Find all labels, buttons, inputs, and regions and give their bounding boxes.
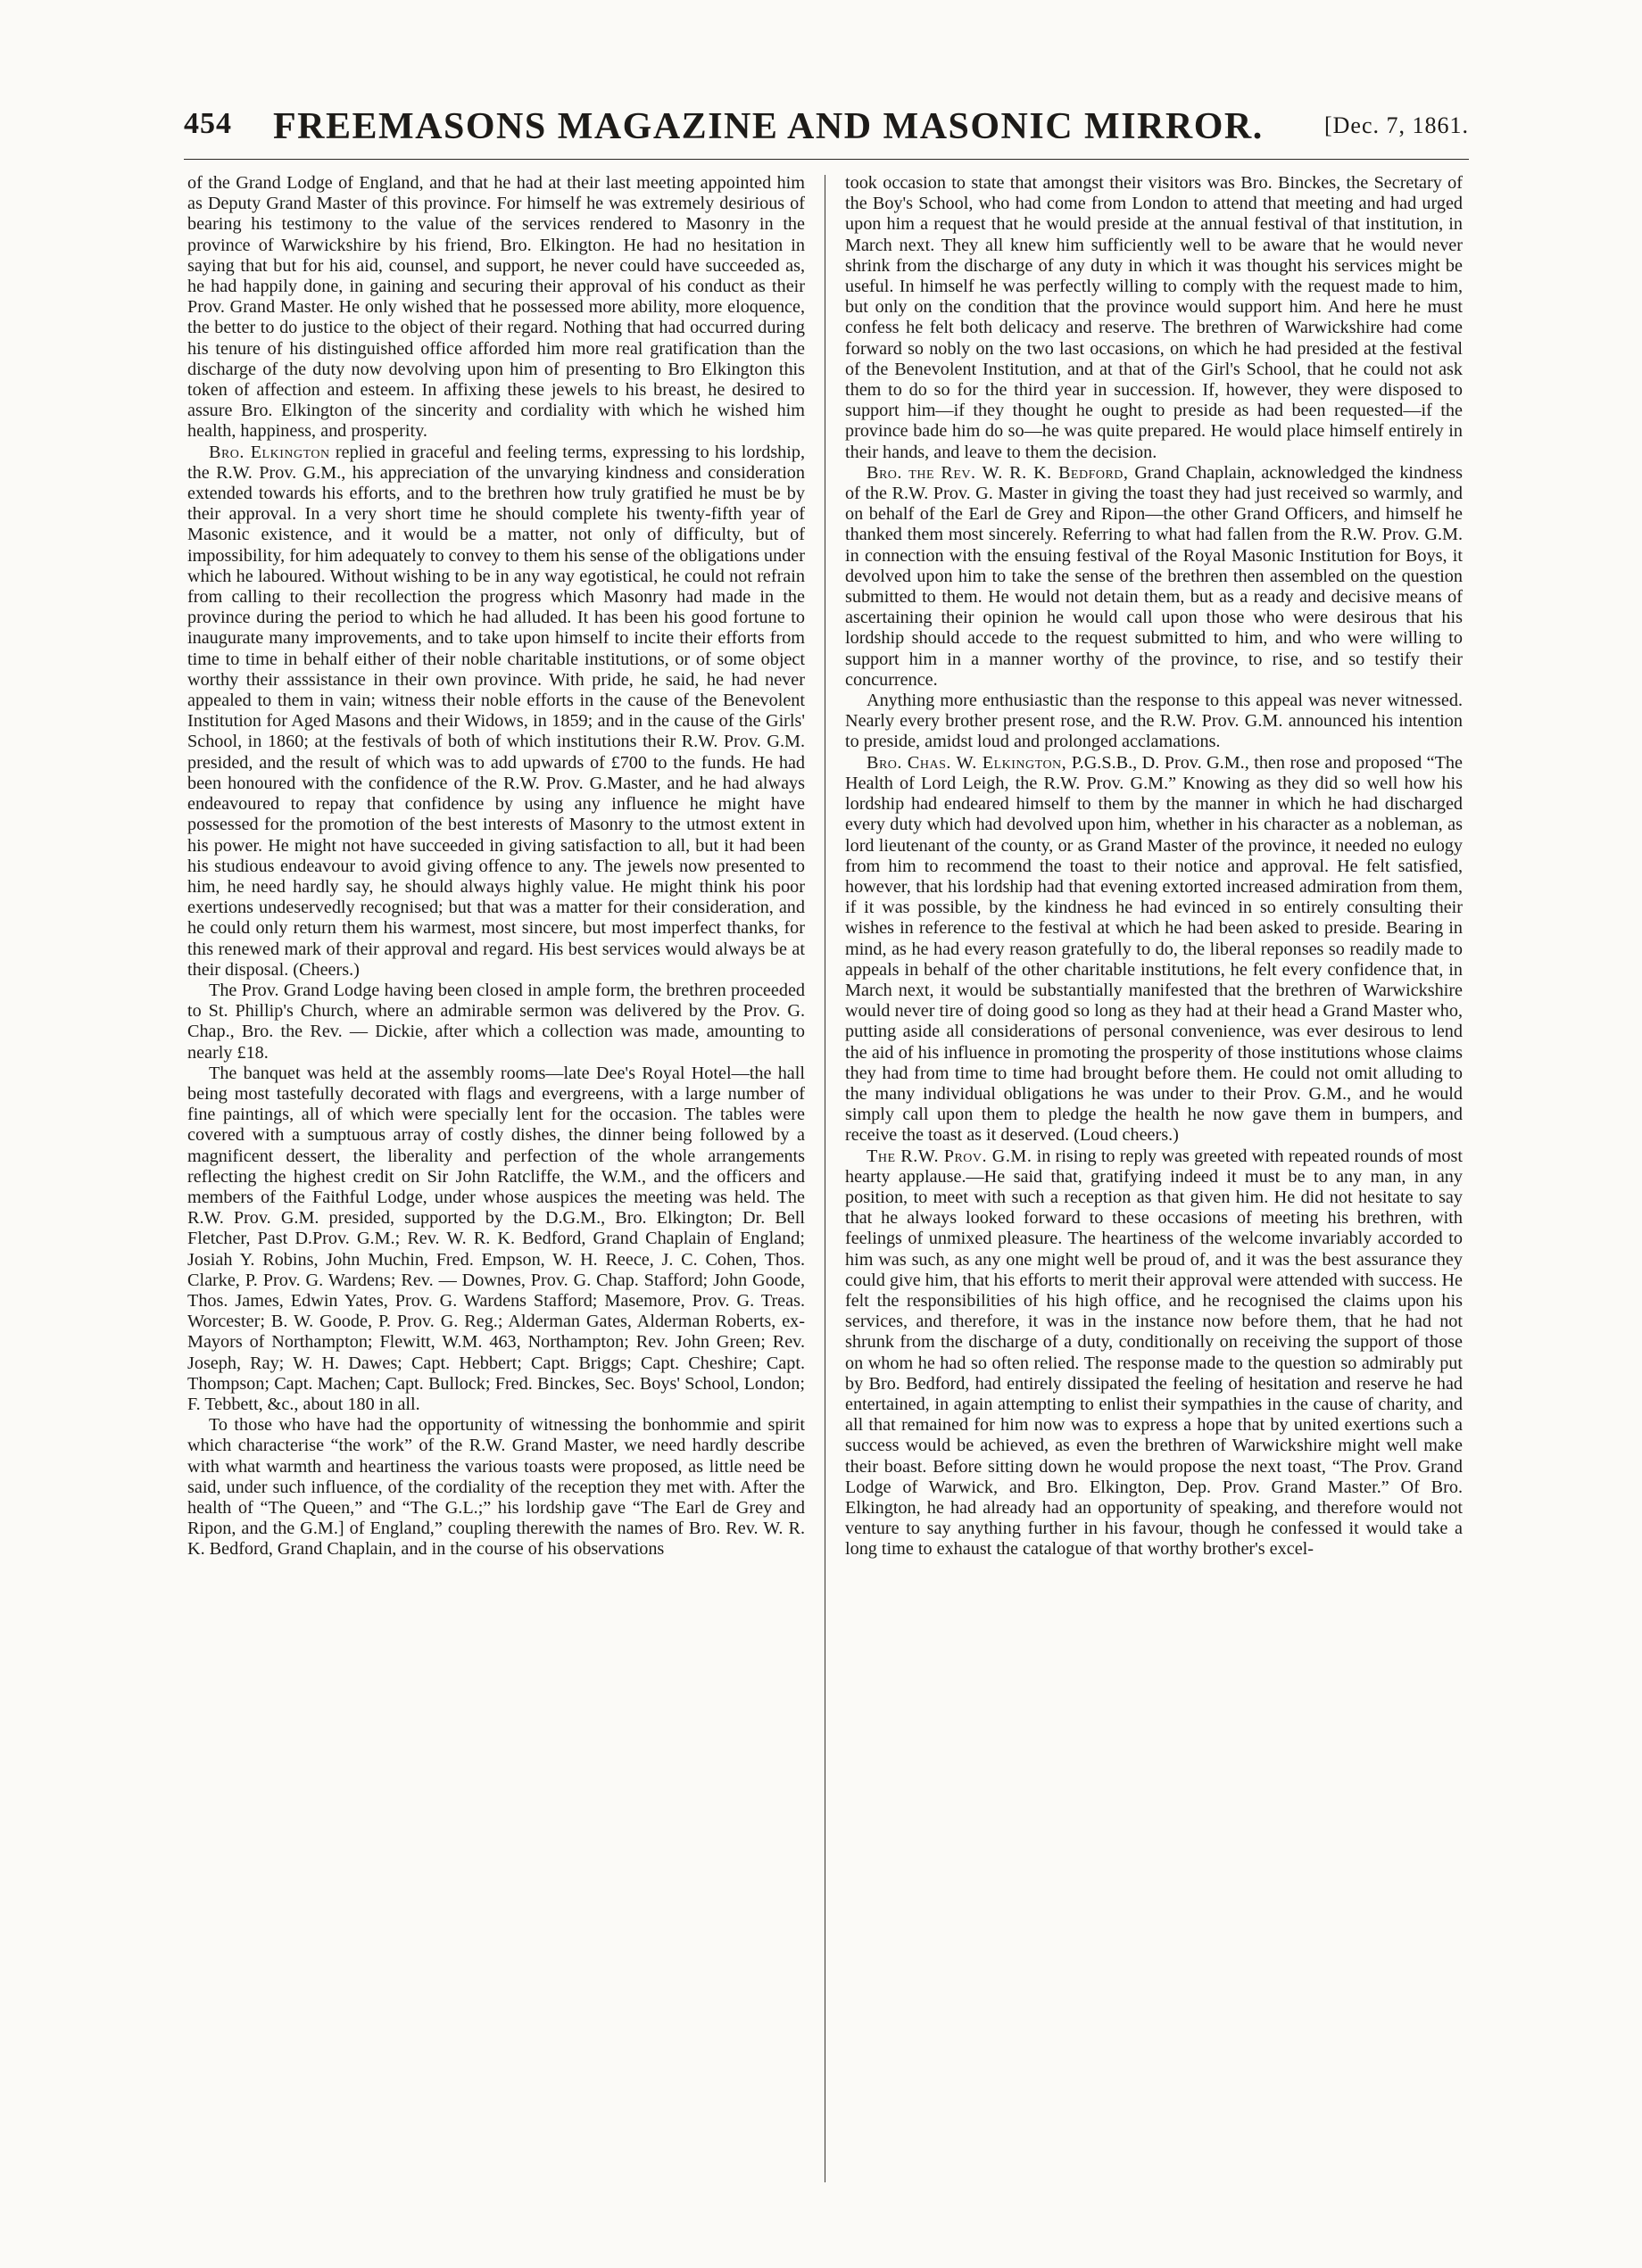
speaker-name: Bro. Elkington xyxy=(209,442,330,462)
paragraph-text: P.G.S.B., D. Prov. G.M., then rose and proposed “The Health of Lord Leigh, the R.W. Prov. G.M.” Knowing as they did so well how his lordship had endeared himself to them by the manner in which he had discharged every duty which had devolved upon him, whether in his character as a nobleman, as lord lieutenant of the county, or as Grand Master of the province, it needed no eulogy from him to recommend the toast to their notice and approval. He felt satisfied, however, that his lordship had that evening extorted increased admiration from them, if it was possible, by the kindness he had evinced in so entirely consulting their wishes in reference to the festival at which he had been asked to preside. Bearing in mind, as he had every reason gratefully to do, the liberal reponses so readily made to appeals in behalf of the other charitable institutions, he felt every confidence that, in March next, it would be substantially manifested that the brethren of Warwickshire would never tire of doing good so long as they had at their head a Grand Master who, putting aside all considerations of personal convenience, was ever desirous to lend the aid of his influence in promoting the prosperity of those institutions whose claims they had from time to time had brought before them. He could not omit alluding to the many individual obligations he was under to their Prov. G.M., and he would simply call upon them to pledge the health he now gave them in bumpers, and receive the toast as it deserved. (Loud cheers.) xyxy=(845,752,1463,1146)
paragraph xyxy=(187,443,805,981)
paragraph xyxy=(845,463,1463,691)
paragraph: The Prov. Grand Lodge having been closed in ample form, the brethren proceeded to St. Phillip's Church, where an admirable sermon was delivered by the Prov. G. Chap., Bro. the Rev. — Dickie, after which a collection was made, amounting to nearly £18. xyxy=(187,980,805,1063)
speaker-name: The R.W. Prov. G.M. xyxy=(867,1146,1032,1166)
left-column xyxy=(187,173,805,2186)
paragraph: The banquet was held at the assembly rooms—late Dee's Royal Hotel—the hall being most tastefully decorated with flags and evergreens, with a large number of fine paintings, all of which were specially lent for the occasion. The tables were covered with a sumptuous array of costly dishes, the dinner being followed by a magnificent dessert, the liberality and perfection of the whole arrangements reflecting the highest credit on Sir John Ratcliffe, the W.M., and the officers and members of the Faithful Lodge, under whose auspices the meeting was held. The R.W. Prov. G.M. presided, supported by the D.G.M., Bro. Elkington; Dr. Bell Fletcher, Past D.Prov. G.M.; Rev. W. R. K. Bedford, Grand Chaplain of England; Josiah Y. Robins, John Muchin, Fred. Empson, W. H. Reece, J. C. Cohen, Thos. Clarke, P. Prov. G. Wardens; Rev. — Downes, Prov. G. Chap. Stafford; John Goode, Thos. James, Edwin Yates, Prov. G. Wardens Stafford; Masemore, Prov. G. Treas. Worcester; B. W. Goode, P. Prov. G. Reg.; Alderman Gates, Alderman Roberts, ex-Mayors of Northampton; Flewitt, W.M. 463, Northampton; Rev. John Green; Rev. Joseph, Ray; W. H. Dawes; Capt. Hebbert; Capt. Briggs; Capt. Cheshire; Capt. Thompson; Capt. Machen; Capt. Bullock; Fred. Binckes, Sec. Boys' School, London; F. Tebbett, &c., about 180 in all. xyxy=(187,1063,805,1414)
paragraph: of the Grand Lodge of England, and that he had at their last meeting appointed him as Deputy Grand Master of this province. For himself he was extremely desirious of bearing his testimony to the value of the services rendered to Masonry in the province of Warwickshire by his friend, Bro. Elkington. He had no hesitation in saying that but for his aid, counsel, and support, he never could have succeeded as, he had happily done, in gaining and securing their approval of his conduct as their Prov. Grand Master. He only wished that he possessed more ability, more eloquence, the better to do justice to the object of their regard. Nothing that had occurred during his tenure of his distinguished office afforded him more real gratification than the discharge of the duty now devolving upon him of presenting to Bro Elkington this token of affection and esteem. In affixing these jewels to his breast, he desired to assure Bro. Elkington of the sincerity and cordiality with which he wished him health, happiness, and prosperity. xyxy=(187,173,805,442)
paragraph-text: replied in graceful and feeling terms, expressing to his lordship, the R.W. Prov. G.M., his appreciation of the unvarying kindness and consideration extended towards his efforts, and to the brethren how truly gratified he must be by their approval. In a very short time he should complete his twenty-fifth year of Masonic existence, and it would be a matter, not only of difficulty, but of impossibility, for him adequately to convey to them his sense of the obligations under which he laboured. Without wishing to be in any way egotistical, he could not refrain from calling to their recollection the progress which Masonry had made in the province during the period to which he had alluded. It has been his good fortune to inaugurate many improvements, and to take upon himself to incite their efforts from time to time in behalf either of their noble charitable institutions, or of some object worthy their asssistance in their own province. With pride, he said, he had never appealed to them in vain; witness their noble efforts in the cause of the Benevolent Institution for Aged Masons and their Widows, in 1859; and in the cause of the Girls' School, in 1860; at the festivals of both of which institutions their R.W. Prov. G.M. presided, and the result of which was to add upwards of £700 to the funds. He had been honoured with the confidence of the R.W. Prov. G.Master, and he had always endeavoured to repay that confidence by using any influence he might have possessed for the promotion of the best interests of Masonry to the utmost extent in his power. He might not have succeeded in giving satisfaction to all, but it had been his studious endeavour to avoid giving offence to any. The jewels now presented to him, he need hardly say, he should always highly value. He might think his poor exertions undeservedly recognised; but that was a matter for their consideration, and he could only return them his warmest, most sincere, but most imperfect thanks, for this renewed mark of their approval and regard. His best services would always be at their disposal. (Cheers.) xyxy=(187,442,805,980)
paragraph xyxy=(845,753,1463,1146)
paragraph xyxy=(845,1146,1463,1560)
page-header xyxy=(184,105,1469,150)
issue-date: [Dec. 7, 1861. xyxy=(1323,112,1469,138)
speaker-name: Bro. Chas. W. Elkington, xyxy=(867,752,1067,773)
header-rule xyxy=(184,159,1469,160)
page-number: 454 xyxy=(184,107,232,140)
paragraph: To those who have had the opportunity of witnessing the bonhommie and spirit which characterise “the work” of the R.W. Grand Master, we need hardly describe with what warmth and heartiness the various toasts were proposed, as little need be said, under such influence, of the cordiality of the reception they met with. After the health of “The Queen,” and “The G.L.;” his lordship gave “The Earl de Grey and Ripon, and the G.M.] of England,” coupling therewith the names of Bro. Rev. W. R. K. Bedford, Grand Chaplain, and in the course of his observations xyxy=(187,1415,805,1560)
masthead-title: FREEMASONS MAGAZINE AND MASONIC MIRROR. xyxy=(273,106,1264,147)
speaker-name: Bro. the Rev. W. R. K. Bedford, xyxy=(867,462,1129,483)
paragraph: Anything more enthusiastic than the response to this appeal was never witnessed. Nearly every brother present rose, and the R.W. Prov. G.M. announced his intention to preside, amidst loud and prolonged acclamations. xyxy=(845,691,1463,752)
right-column xyxy=(845,173,1463,2186)
paragraph-text: in rising to reply was greeted with repeated rounds of most hearty applause.—He said that, gratifying indeed it must be to any man, in any position, to meet with such a reception as that given him. He did not hesitate to say that he always looked forward to these occasions of meeting his brethren, with feelings of unmixed pleasure. The heartiness of the welcome invariably accorded to him was such, as any one might well be proud of, and it was the best assurance they could give him, that his efforts to merit their approval were attended with success. He felt the responsibilities of his high office, and he recognised the claims upon his services, and therefore, it was in the instance now before them, that he had not shrunk from the discharge of a duty, conditionally on receiving the support of those on whom he had so often relied. The response made to the question so admirably put by Bro. Bedford, had entirely dissipated the feeling of hesitation and reserve he had entertained, in again attempting to enlist their sympathies in the cause of charity, and all that remained for him now was to express a hope that by united exertions such a success would be achieved, as even the brethren of Warwickshire might well make their boast. Before sitting down he would propose the next toast, “The Prov. Grand Lodge of Warwick, and Bro. Elkington, Dep. Prov. Grand Master.” Of Bro. Elkington, he had already had an opportunity of speaking, and therefore would not venture to say anything further in his favour, though he confessed it would take a long time to exhaust the catalogue of that worthy brother's excel- xyxy=(845,1146,1463,1560)
paragraph-text: Grand Chaplain, acknowledged the kindness of the R.W. Prov. G. Master in giving the toast they had just received so warmly, and on behalf of the Earl de Grey and Ripon—the other Grand Officers, and himself he thanked them most sincerely. Referring to what had fallen from the R.W. Prov. G.M. in connection with the ensuing festival of the Royal Masonic Institution for Boys, it devolved upon him to take the sense of the brethren then assembled on the question submitted to them. He would not detain them, but as a ready and decisive means of ascertaining their opinion he would call upon those who were desirous that his lordship should accede to the request submitted to him, and who were willing to support him in a manner worthy of the province, to rise, and so testify their concurrence. xyxy=(845,462,1463,690)
paragraph: took occasion to state that amongst their visitors was Bro. Binckes, the Secretary of the Boy's School, who had come from London to attend that meeting and had urged upon him a request that he would preside at the annual festival of that institution, in March next. They all knew him sufficiently well to be aware that he would never shrink from the discharge of any duty in which it was thought his services might be useful. In himself he was perfectly willing to comply with the request made to him, but only on the condition that the province would support him. And here he must confess he felt both delicacy and reserve. The brethren of Warwickshire had come forward so nobly on the two last occasions, on which he had presided at the festival of the Benevolent Institution, and at that of the Girl's School, that he could not ask them to do so for the third year in succession. If, however, they were disposed to support him—if they thought he ought to preside as had been requested—if the province bade him do so—he was quite prepared. He would place himself entirely in their hands, and leave to them the decision. xyxy=(845,173,1463,462)
